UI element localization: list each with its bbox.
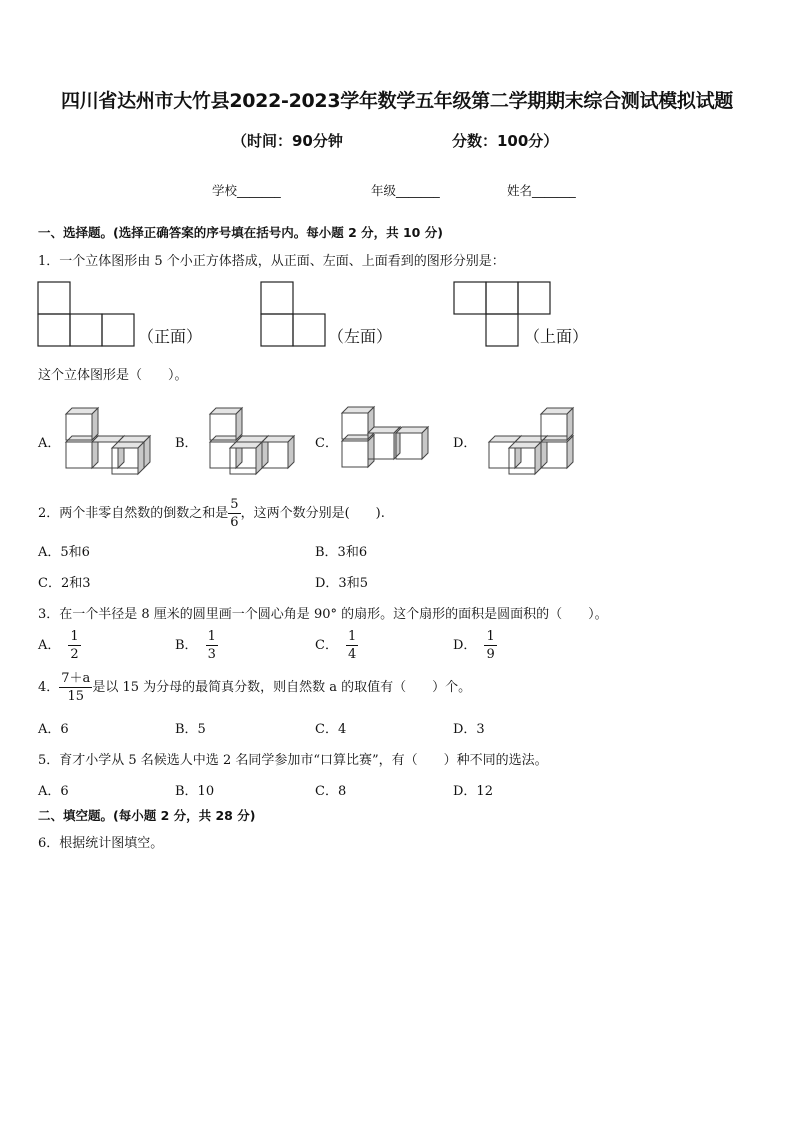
left-view-figure: [260, 281, 330, 349]
question-4-numerator: 7＋a: [61, 671, 91, 686]
denominator: 2: [70, 647, 79, 662]
left-view-label: （左面）: [328, 327, 393, 346]
exam-time: （时间：90分钟: [232, 132, 343, 150]
grade-field: 年级_______: [371, 183, 440, 198]
question-2-fraction: [228, 498, 240, 529]
q4-option-b[interactable]: B．5: [175, 722, 206, 737]
q1-option-c-figure: [340, 405, 432, 471]
q2-option-c[interactable]: C．2和3: [38, 576, 91, 591]
question-2-numerator: 5: [230, 497, 239, 512]
numerator: 1: [207, 629, 216, 644]
question-5-text: 5．育才小学从 5 名候选人中选 2 名同学参加市“口算比赛”，有（ ）种不同的选法。: [38, 753, 548, 768]
cube: [541, 408, 573, 440]
question-1-ask: 这个立体图形是（ ）。: [38, 368, 188, 383]
question-4: [38, 672, 471, 703]
q4-option-c[interactable]: C．4: [315, 722, 347, 737]
q3-option-d-fraction: [484, 630, 496, 661]
question-4-fraction: [59, 672, 92, 703]
q3-option-c-label: C．: [315, 638, 338, 653]
numerator: 1: [486, 629, 495, 644]
exam-title: 四川省达州市大竹县2022-2023学年数学五年级第二学期期末综合测试模拟试题: [61, 90, 733, 112]
q3-option-d[interactable]: [453, 630, 497, 661]
q3-option-b-label: B．: [175, 638, 198, 653]
cube: [509, 442, 541, 474]
q1-option-b-figure: [208, 403, 300, 475]
q2-option-d[interactable]: D．3和5: [315, 576, 368, 591]
q4-option-a[interactable]: A．6: [38, 722, 69, 737]
front-view-label: （正面）: [138, 327, 203, 346]
q3-option-a-fraction: [68, 630, 80, 661]
q3-option-c[interactable]: [315, 630, 358, 661]
question-4-denominator: 15: [59, 687, 92, 703]
q3-option-c-fraction: [346, 630, 358, 661]
question-2-post: ，这两个数分别是( ).: [240, 506, 385, 521]
question-1-text: 1．一个立体图形由 5 个小正方体搭成，从正面、左面、上面看到的图形分别是：: [38, 254, 505, 269]
q3-option-b[interactable]: [175, 630, 218, 661]
question-3-text: 3．在一个半径是 8 厘米的圆里画一个圆心角是 90° 的扇形。这个扇形的面积是圆面积的（ ）。: [38, 607, 608, 622]
question-2-pre: 2．两个非零自然数的倒数之和是: [38, 506, 229, 521]
denominator: 4: [347, 647, 357, 662]
q4-option-d[interactable]: D．3: [453, 722, 485, 737]
q1-option-b[interactable]: B．: [175, 436, 198, 451]
q1-option-a[interactable]: A．: [38, 436, 61, 451]
top-view-label: （上面）: [524, 327, 589, 346]
question-4-post: 是以 15 为分母的最简真分数，则自然数 a 的取值有（ ）个。: [92, 680, 472, 695]
question-6-text: 6．根据统计图填空。: [38, 836, 164, 851]
q2-option-a[interactable]: A．5和6: [38, 545, 90, 560]
q3-option-a-label: A．: [38, 638, 61, 653]
school-field: 学校_______: [212, 183, 281, 198]
q1-option-c[interactable]: C．: [315, 436, 338, 451]
cube: [342, 435, 374, 467]
exam-score: 分数：100分）: [452, 132, 559, 150]
q5-option-d[interactable]: D．12: [453, 784, 493, 799]
cube: [342, 407, 374, 439]
q1-option-d-figure: [487, 403, 577, 473]
cube: [230, 442, 262, 474]
name-field: 姓名_______: [507, 183, 576, 198]
cube: [210, 408, 242, 440]
q5-option-b[interactable]: B．10: [175, 784, 215, 799]
q3-option-a[interactable]: [38, 630, 81, 661]
numerator: 1: [347, 629, 357, 644]
q1-option-a-figure: [64, 403, 154, 473]
cube: [66, 408, 98, 440]
front-view-figure: [37, 281, 137, 349]
cube: [396, 427, 428, 459]
q5-option-c[interactable]: C．8: [315, 784, 347, 799]
question-2-denominator: 6: [230, 515, 239, 530]
denominator: 3: [207, 647, 216, 662]
q5-option-a[interactable]: A．6: [38, 784, 69, 799]
q1-option-d[interactable]: D．: [453, 436, 477, 451]
denominator: 9: [486, 647, 495, 662]
numerator: 1: [70, 629, 79, 644]
question-4-pre: 4．: [38, 680, 60, 695]
q3-option-d-label: D．: [453, 638, 477, 653]
question-2: [38, 498, 385, 529]
cube: [112, 442, 144, 474]
section-1-heading: 一、选择题。(选择正确答案的序号填在括号内。每小题 2 分，共 10 分): [38, 225, 443, 240]
q3-option-b-fraction: [206, 630, 218, 661]
section-2-heading: 二、填空题。(每小题 2 分，共 28 分): [38, 808, 256, 823]
q2-option-b[interactable]: B．3和6: [315, 545, 368, 560]
